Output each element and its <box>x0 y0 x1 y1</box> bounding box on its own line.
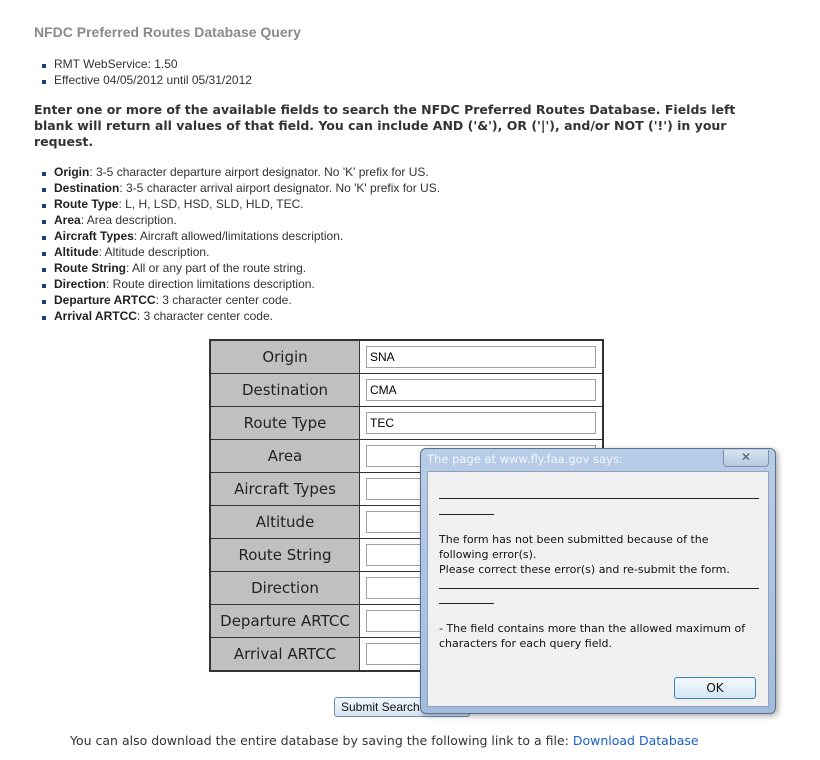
aircraft-types-label: Aircraft Types <box>210 473 360 506</box>
form-row-origin <box>210 340 603 374</box>
effective-dates: Effective 04/05/2012 until 05/31/2012 <box>40 72 252 88</box>
field-help-item: Route String: All or any part of the route string. <box>40 260 440 276</box>
dialog-title: The page at www.fly.faa.gov says: <box>427 452 623 466</box>
area-label: Area <box>210 440 360 473</box>
route-type-label: Route Type <box>210 407 360 440</box>
form-row-destination <box>210 374 603 407</box>
origin-label: Origin <box>210 340 360 374</box>
route-string-label: Route String <box>210 539 360 572</box>
dialog-close-button[interactable] <box>723 450 769 467</box>
download-database-link[interactable]: Download Database <box>572 733 699 748</box>
divider <box>439 498 759 499</box>
submit-search-button[interactable]: Submit Search <box>334 697 470 717</box>
altitude-label: Altitude <box>210 506 360 539</box>
service-version: RMT WebService: 1.50 <box>40 56 252 72</box>
page-title: NFDC Preferred Routes Database Query <box>34 24 301 40</box>
close-icon: ✕ <box>740 450 752 464</box>
direction-label: Direction <box>210 572 360 605</box>
dialog-message: The form has not been submitted because of the following error(s). Please correct these error(s) and re-submit the form. <box>439 533 730 576</box>
download-note <box>70 733 699 748</box>
download-note-text: You can also download the entire database by saving the following link to a file: <box>70 733 573 748</box>
divider <box>439 588 759 589</box>
divider <box>439 514 494 515</box>
form-row-route-type <box>210 407 603 440</box>
destination-label: Destination <box>210 374 360 407</box>
departure-artcc-label: Departure ARTCC <box>210 605 360 638</box>
field-help-list <box>40 164 440 324</box>
dialog-error: - The field contains more than the allowed maximum of characters for each query field. <box>439 622 746 650</box>
field-help-item: Origin: 3-5 character departure airport designator. No 'K' prefix for US. <box>40 164 440 180</box>
ok-button[interactable]: OK <box>674 677 756 699</box>
route-type-input[interactable] <box>366 412 596 434</box>
service-info-list <box>40 56 252 88</box>
field-help-item: Destination: 3-5 character arrival airport designator. No 'K' prefix for US. <box>40 180 440 196</box>
origin-input[interactable] <box>366 346 596 368</box>
destination-input[interactable] <box>366 379 596 401</box>
alert-dialog <box>420 448 776 714</box>
dialog-body <box>427 471 769 707</box>
arrival-artcc-label: Arrival ARTCC <box>210 638 360 672</box>
field-help-item: Arrival ARTCC: 3 character center code. <box>40 308 440 324</box>
instructions: Enter one or more of the available fields to search the NFDC Preferred Routes Database. Fields left blank will return all values of that field. You can include AND ('&'), OR ('|'), and/or NOT ('!') in your request. <box>34 102 736 149</box>
field-help-item: Aircraft Types: Aircraft allowed/limitations description. <box>40 228 440 244</box>
field-help-item: Area: Area description. <box>40 212 440 228</box>
divider <box>439 603 494 604</box>
field-help-item: Altitude: Altitude description. <box>40 244 440 260</box>
field-help-item: Route Type: L, H, LSD, HSD, SLD, HLD, TEC. <box>40 196 440 212</box>
field-help-item: Departure ARTCC: 3 character center code. <box>40 292 440 308</box>
field-help-item: Direction: Route direction limitations description. <box>40 276 440 292</box>
